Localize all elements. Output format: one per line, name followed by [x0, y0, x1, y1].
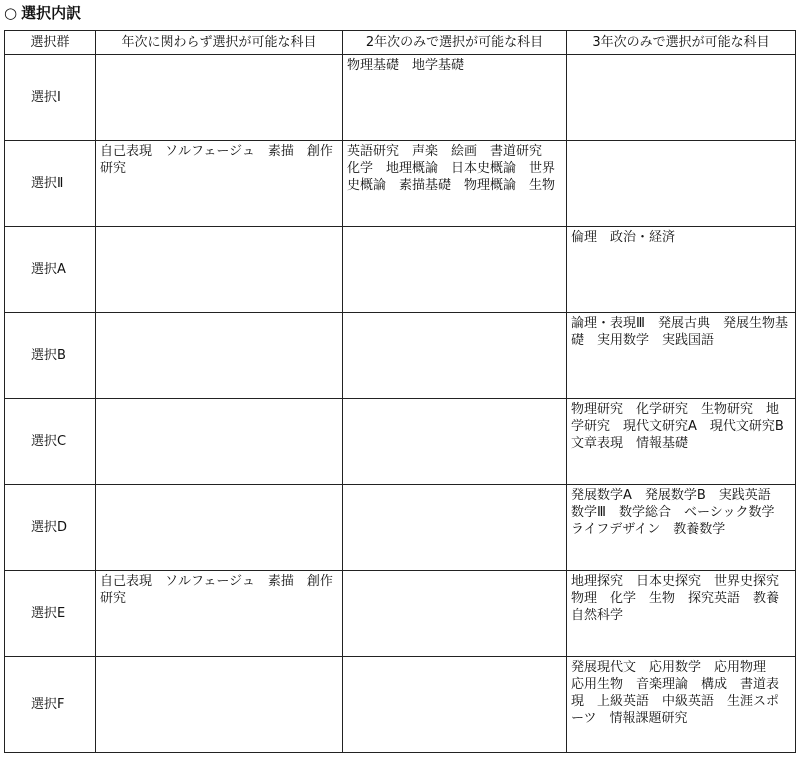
- year2-cell: 物理基礎 地学基礎: [343, 55, 567, 141]
- year2-cell: [343, 657, 567, 753]
- group-cell: 選択A: [5, 227, 96, 313]
- year2-cell: 英語研究 声楽 絵画 書道研究 化学 地理概論 日本史概論 世界史概論 素描基礎 物理概論 生物: [343, 141, 567, 227]
- group-cell: 選択E: [5, 571, 96, 657]
- group-cell: 選択C: [5, 399, 96, 485]
- any-year-cell: [96, 485, 343, 571]
- header-group: 選択群: [5, 31, 96, 55]
- section-heading: [4, 2, 81, 24]
- table-row: [5, 141, 796, 227]
- year3-cell: 論理・表現Ⅲ 発展古典 発展生物基礎 実用数学 実践国語: [567, 313, 796, 399]
- year2-cell: [343, 313, 567, 399]
- year3-cell: 発展数学A 発展数学B 実践英語 数学Ⅲ 数学総合 ベーシック数学 ライフデザイン 教養数学: [567, 485, 796, 571]
- year3-cell: 倫理 政治・経済: [567, 227, 796, 313]
- group-cell: 選択D: [5, 485, 96, 571]
- year2-cell: [343, 399, 567, 485]
- group-cell: 選択B: [5, 313, 96, 399]
- header-year2: 2年次のみで選択が可能な科目: [343, 31, 567, 55]
- year2-cell: [343, 227, 567, 313]
- header-row: [5, 31, 796, 55]
- year3-cell: 発展現代文 応用数学 応用物理 応用生物 音楽理論 構成 書道表現 上級英語 中級英語 生涯スポーツ 情報課題研究: [567, 657, 796, 753]
- selection-table: [4, 30, 796, 753]
- table-row: [5, 485, 796, 571]
- table-row: [5, 399, 796, 485]
- circle-mark-icon: ○: [4, 4, 18, 22]
- year3-cell: [567, 141, 796, 227]
- header-any-year: 年次に関わらず選択が可能な科目: [96, 31, 343, 55]
- year3-cell: [567, 55, 796, 141]
- any-year-cell: [96, 399, 343, 485]
- year2-cell: [343, 485, 567, 571]
- table-row: [5, 227, 796, 313]
- table-row: [5, 55, 796, 141]
- year2-cell: [343, 571, 567, 657]
- group-cell: 選択Ⅰ: [5, 55, 96, 141]
- year3-cell: 地理探究 日本史探究 世界史探究 物理 化学 生物 探究英語 教養自然科学: [567, 571, 796, 657]
- any-year-cell: [96, 657, 343, 753]
- group-cell: 選択F: [5, 657, 96, 753]
- any-year-cell: [96, 227, 343, 313]
- any-year-cell: 自己表現 ソルフェージュ 素描 創作研究: [96, 141, 343, 227]
- year3-cell: 物理研究 化学研究 生物研究 地学研究 現代文研究A 現代文研究B 文章表現 情報基礎: [567, 399, 796, 485]
- table-row: [5, 313, 796, 399]
- header-year3: 3年次のみで選択が可能な科目: [567, 31, 796, 55]
- any-year-cell: 自己表現 ソルフェージュ 素描 創作研究: [96, 571, 343, 657]
- table-row: [5, 657, 796, 753]
- section-title: 選択内訳: [21, 4, 82, 22]
- group-cell: 選択Ⅱ: [5, 141, 96, 227]
- any-year-cell: [96, 55, 343, 141]
- any-year-cell: [96, 313, 343, 399]
- table-row: [5, 571, 796, 657]
